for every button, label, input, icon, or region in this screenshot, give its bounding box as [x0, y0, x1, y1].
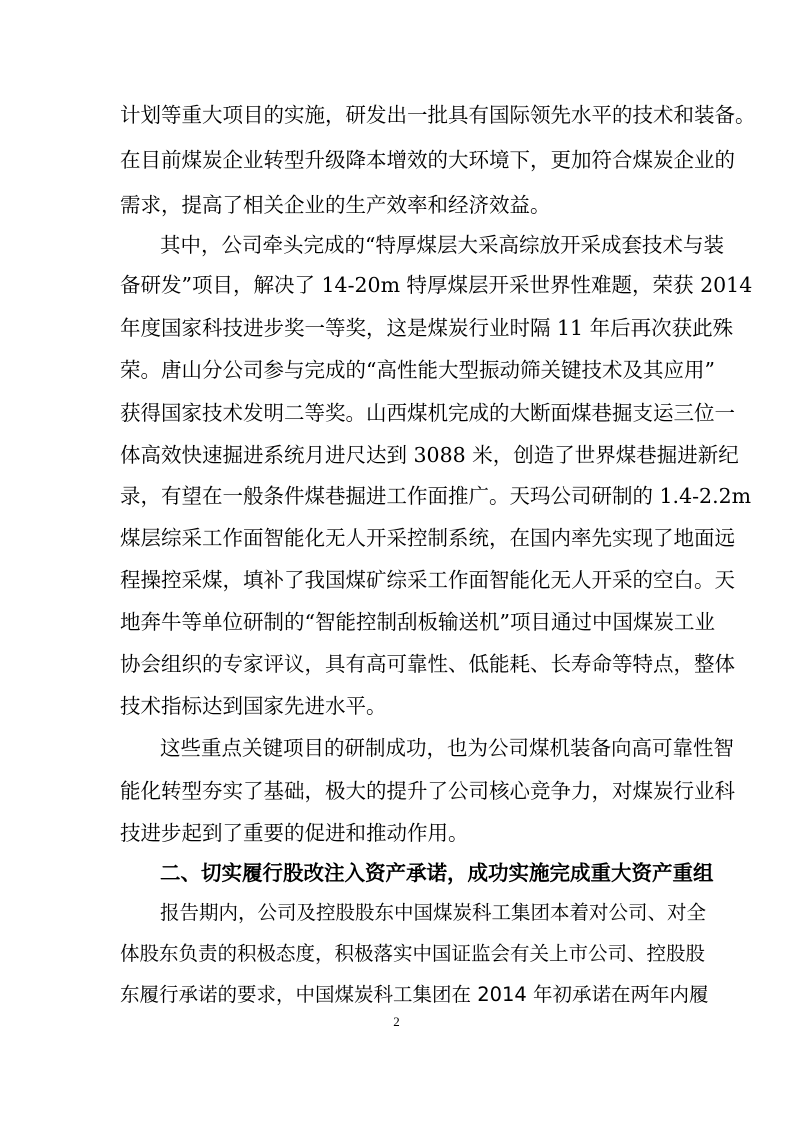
paragraph-4-line-1: 报告期内，公司及控股股东中国煤炭科工集团本着对公司、对全 — [160, 901, 707, 924]
paragraph-1-line-2: 在目前煤炭企业转型升级降本增效的大环境下，更加符合煤炭企业的 — [120, 148, 735, 172]
paragraph-2-line-8: 煤层综采工作面智能化无人开采控制系统，在国内率先实现了地面远 — [120, 526, 735, 550]
paragraph-3-line-1: 这些重点关键项目的研制成功，也为公司煤机装备向高可靠性智 — [160, 736, 734, 760]
paragraph-2-line-7: 录，有望在一般条件煤巷掘进工作面推广。天玛公司研制的 1.4-2.2m — [120, 484, 752, 508]
paragraph-2-line-6: 体高效快速掘进系统月进尺达到 3088 米，创造了世界煤巷掘进新纪 — [120, 443, 739, 467]
paragraph-2-line-12: 技术指标达到国家先进水平。 — [120, 694, 387, 718]
paragraph-2-line-11: 协会组织的专家评议，具有高可靠性、低能耗、长寿命等特点，整体 — [120, 652, 735, 676]
paragraph-1-line-1: 计划等重大项目的实施，研发出一批具有国际领先水平的技术和装备。 — [120, 103, 756, 127]
paragraph-2-line-9: 程操控采煤，填补了我国煤矿综采工作面智能化无人开采的空白。天 — [120, 568, 735, 592]
paragraph-2-line-10: 地奔牛等单位研制的“智能控制刮板输送机”项目通过中国煤炭工业 — [120, 610, 715, 634]
paragraph-4-line-2: 体股东负责的积极态度，积极落实中国证监会有关上市公司、控股股 — [120, 942, 706, 965]
page-number: 2 — [393, 1014, 400, 1029]
paragraph-2-line-4: 荣。唐山分公司参与完成的“高性能大型振动筛关键技术及其应用” — [120, 358, 715, 382]
section-heading: 二、切实履行股改注入资产承诺，成功实施完成重大资产重组 — [160, 861, 714, 885]
paragraph-2-line-5: 获得国家技术发明二等奖。山西煤机完成的大断面煤巷掘支运三位一 — [120, 401, 735, 425]
paragraph-2-line-3: 年度国家科技进步奖一等奖，这是煤炭行业时隔 11 年后再次获此殊 — [120, 316, 734, 340]
paragraph-2-line-1: 其中，公司牵头完成的“特厚煤层大采高综放开采成套技术与装 — [160, 233, 724, 257]
paragraph-2-line-2: 备研发”项目，解决了 14-20m 特厚煤层开采世界性难题，荣获 2014 — [120, 273, 753, 297]
paragraph-1-line-3: 需求，提高了相关企业的生产效率和经济效益。 — [120, 193, 551, 217]
paragraph-4-line-3: 东履行承诺的要求，中国煤炭科工集团在 2014 年初承诺在两年内履 — [120, 983, 709, 1006]
paragraph-3-line-3: 技进步起到了重要的促进和推动作用。 — [120, 821, 469, 845]
paragraph-3-line-2: 能化转型夯实了基础，极大的提升了公司核心竞争力，对煤炭行业科 — [120, 779, 735, 803]
